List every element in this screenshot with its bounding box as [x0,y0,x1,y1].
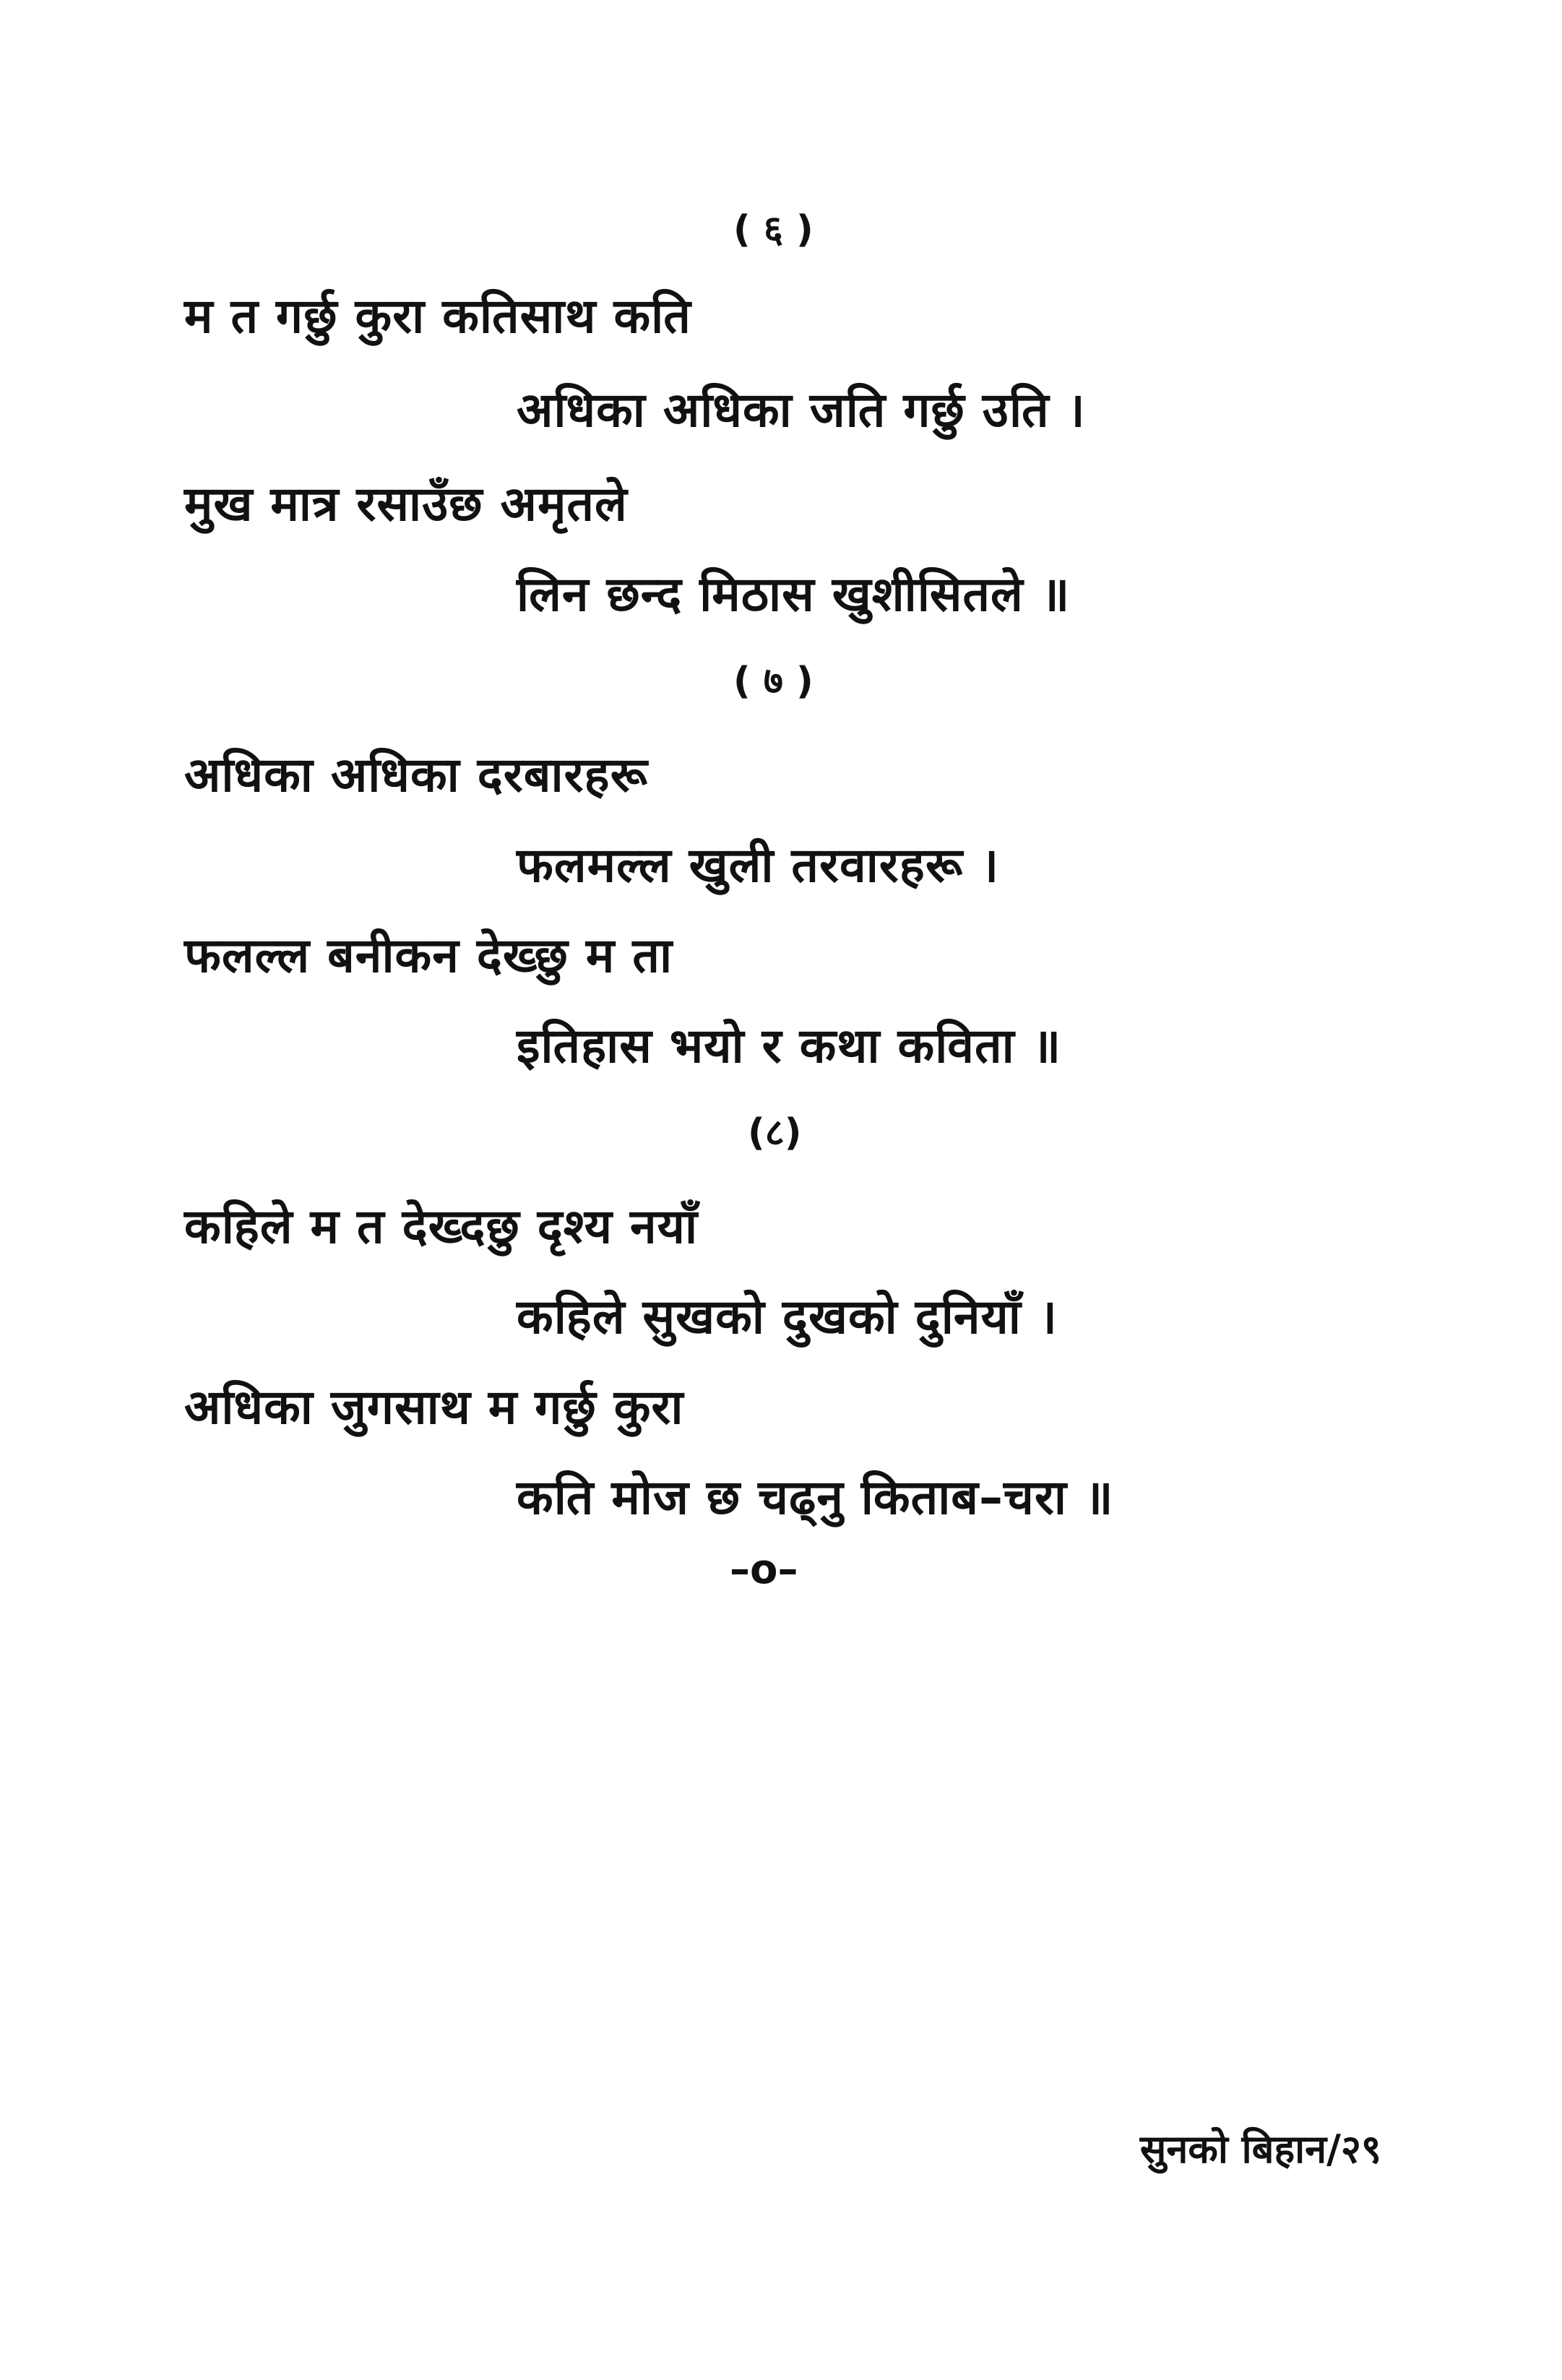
end-mark: –o– [730,1546,798,1593]
verse-line: कति मोज छ चढ्नु किताब–चरा ॥ [517,1470,1114,1525]
verse-line: म त गर्छु कुरा कतिसाथ कति [184,288,691,344]
page-footer: सुनको बिहान/२९ [1139,2126,1381,2172]
stanza-number: ( ६ ) [733,208,814,251]
verse-line: कहिले म त देख्दछु दृश्य नयाँ [184,1199,699,1254]
verse-line: अधिका अधिका दरबारहरू [184,747,648,803]
verse-line: फलमल्ल खुली तरवारहरू । [517,837,1000,893]
stanza-number: (८) [748,1111,802,1155]
verse-line: अधिका जुगसाथ म गर्छु कुरा [184,1379,684,1435]
verse-line: कहिले सुखको दुखको दुनियाँ । [517,1289,1058,1345]
verse-line: फलल्ल बनीकन देख्छु म ता [184,928,673,983]
verse-line: अधिका अधिका जति गर्छु उति । [517,382,1086,438]
verse-line: लिन छन्द मिठास खुशीसितले ॥ [517,566,1071,622]
verse-line: मुख मात्र रसाउँछ अमृतले [184,476,628,532]
stanza-number: ( ७ ) [733,660,814,703]
verse-line: इतिहास भयो र कथा कविता ॥ [517,1018,1062,1074]
